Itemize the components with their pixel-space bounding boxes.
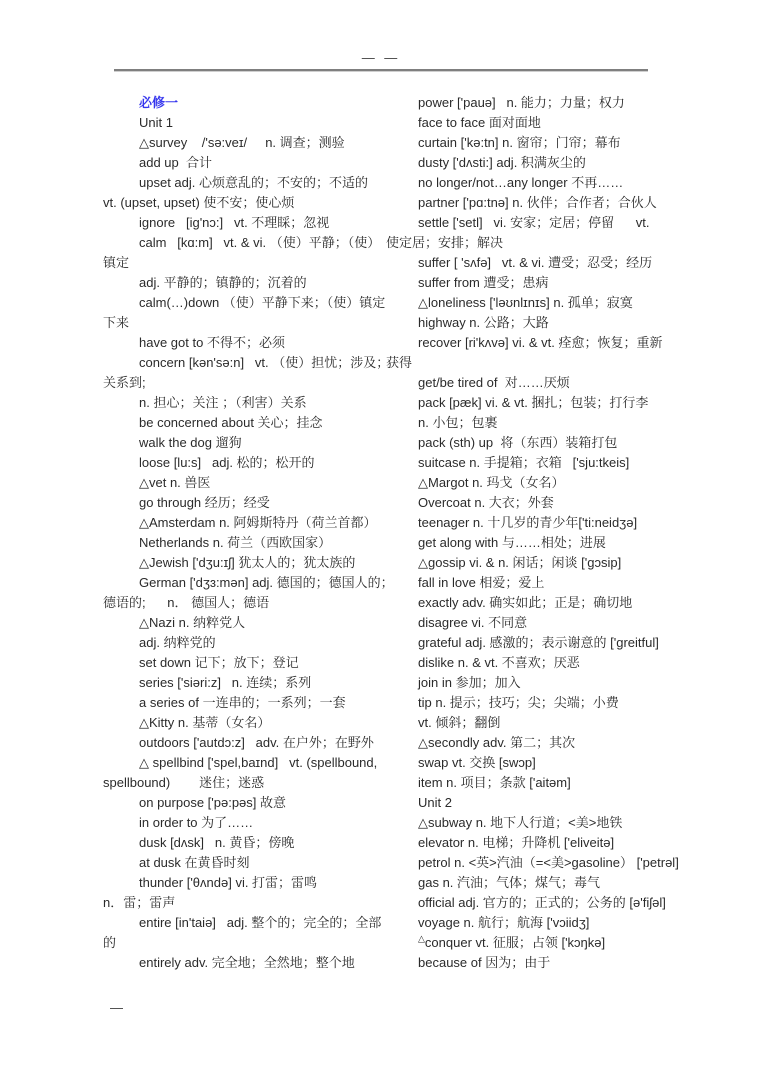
- vocab-line: △conquer vt. 征服；占领 ['kɔŋkə]: [418, 933, 606, 950]
- vocab-line: △Kitty n. 基蒂（女名）: [139, 715, 271, 730]
- vocab-line: swap vt. 交换 [swɔp]: [418, 755, 536, 770]
- vocab-line: series ['siəri:z] n. 连续；系列: [139, 675, 312, 690]
- vocab-line: at dusk 在黄昏时刻: [139, 855, 250, 870]
- vocab-line: calm(…)down （使）平静下来；（使）镇定: [139, 295, 386, 310]
- vocab-line: grateful adj. 感激的；表示谢意的 ['greitful]: [418, 635, 659, 650]
- vocab-line: ignore [ig'nɔ:] vt. 不理睬；忽视: [139, 215, 330, 230]
- vocab-line: adj. 纳粹党的: [139, 635, 216, 650]
- page-header-mark: — —: [361, 50, 401, 65]
- vocab-line: upset adj. 心烦意乱的；不安的；不适的: [139, 175, 368, 190]
- vocab-line: on purpose ['pə:pəs] 故意: [139, 795, 287, 810]
- vocab-line: pack [pæk] vi. & vt. 捆扎；包装；打行李: [418, 395, 649, 410]
- vocab-line: n. 担心；关注 ；（利害）关系: [139, 395, 307, 410]
- vocab-line: be concerned about 关心；挂念: [139, 415, 323, 430]
- vocab-line: no longer/not…any longer 不再……: [418, 175, 624, 190]
- vocab-line: because of 因为；由于: [418, 955, 551, 970]
- vocab-line: join in 参加；加入: [418, 675, 521, 690]
- vocab-line: dislike n. & vt. 不喜欢；厌恶: [418, 655, 580, 670]
- vocab-line: go through 经历；经受: [139, 495, 270, 510]
- triangle-marker-icon: △: [418, 933, 425, 944]
- vocab-line: loose [lu:s] adj. 松的；松开的: [139, 455, 315, 470]
- vocab-line: thunder ['θʌndə] vi. 打雷；雷鸣: [139, 875, 318, 890]
- vocab-line: entirely adv. 完全地；全然地；整个地: [139, 955, 355, 970]
- vocab-line: 获得: [386, 355, 413, 370]
- vocab-line: power ['pauə] n. 能力；力量；权力: [418, 95, 625, 110]
- vocab-line: suffer [ 'sʌfə] vt. & vi. 遭受；忍受；经历: [418, 255, 653, 270]
- vocab-line: settle ['setl] vi. 安家；定居；停留 vt.: [418, 215, 650, 230]
- vocab-line: teenager n. 十几岁的青少年['ti:neidʒə]: [418, 515, 638, 530]
- vocab-line: calm [kɑ:m] vt. & vi. （使）平静；（使）: [139, 235, 381, 250]
- vocab-line: 德语的; n． 德国人；德语: [103, 595, 270, 610]
- vocab-line: spellbound) 迷住；迷惑: [103, 775, 265, 790]
- vocab-line: elevator n. 电梯；升降机 ['eliveitə]: [418, 835, 615, 850]
- vocab-line: gas n. 汽油；气体；煤气；毒气: [418, 875, 601, 890]
- vocab-line: n. 小包；包裹: [418, 415, 498, 430]
- vocab-line: official adj. 官方的；正式的；公务的 [ə'fiʃəl]: [418, 895, 666, 910]
- vocab-line: in order to 为了……: [139, 815, 254, 830]
- left-column: [103, 93, 394, 973]
- vocab-line: △Jewish ['dʒu:ɪʃ] 犹太人的；犹太族的: [139, 555, 356, 570]
- page-footer-mark: —: [110, 1000, 123, 1015]
- vocab-line: add up 合计: [139, 155, 212, 170]
- vocab-line: have got to 不得不；必须: [139, 335, 285, 350]
- vocab-line: fall in love 相爱；爱上: [418, 575, 545, 590]
- vocab-line: get along with 与……相处；进展: [418, 535, 606, 550]
- vocab-line: face to face 面对面地: [418, 115, 541, 130]
- vocab-line: suffer from 遭受；患病: [418, 275, 549, 290]
- vocab-line: vt. (upset, upset) 使不安；使心烦: [103, 195, 295, 210]
- vocab-line: vt. 倾斜；翻倒: [418, 715, 501, 730]
- vocab-line: Unit 2: [418, 795, 452, 810]
- vocab-line: dusty ['dʌsti:] adj. 积满灰尘的: [418, 155, 586, 170]
- vocab-line: recover [ri'kʌvə] vi. & vt. 痊愈；恢复；重新: [418, 335, 663, 350]
- vocab-line: △loneliness ['ləʊnlɪnɪs] n. 孤单；寂寞: [418, 295, 633, 310]
- vocab-line: voyage n. 航行；航海 ['vɔiidʒ]: [418, 915, 590, 930]
- vocab-line: n．雷；雷声: [103, 895, 176, 910]
- vocab-line: tip n. 提示；技巧；尖；尖端；小费: [418, 695, 619, 710]
- vocab-line: entire [in'taiə] adj. 整个的；完全的；全部: [139, 915, 382, 930]
- vocab-line: petrol n. <英>汽油（=<美>gasoline） ['petrəl]: [418, 855, 679, 870]
- vocab-line: get/be tired of 对……厌烦: [418, 375, 570, 390]
- vocab-line: Netherlands n. 荷兰（西欧国家）: [139, 535, 332, 550]
- vocab-line: △Amsterdam n. 阿姆斯特丹（荷兰首都）: [139, 515, 377, 530]
- header-rule: [114, 69, 648, 72]
- vocab-line: Overcoat n. 大衣；外套: [418, 495, 554, 510]
- vocab-line: walk the dog 遛狗: [139, 435, 242, 450]
- vocab-line: concern [kən'sə:n] vt. （使）担忧；涉及；: [139, 355, 390, 370]
- vocab-line: Unit 1: [139, 115, 173, 130]
- vocab-line: △vet n. 兽医: [139, 475, 211, 490]
- vocab-line: suitcase n. 手提箱；衣箱 ['sju:tkeis]: [418, 455, 630, 470]
- vocab-line: adj. 平静的；镇静的；沉着的: [139, 275, 307, 290]
- vocab-line: 镇定: [103, 255, 130, 270]
- vocab-line: △secondly adv. 第二；其次: [418, 735, 576, 750]
- book-title: 必修一: [139, 95, 179, 110]
- vocab-line: △ spellbind ['spel,baɪnd] vt. (spellbound,: [139, 755, 378, 770]
- vocab-line: highway n. 公路；大路: [418, 315, 549, 330]
- vocab-line: 使定居；安排；解决: [386, 235, 504, 250]
- vocab-line: △gossip vi. & n. 闲话；闲谈 ['gɔsip]: [418, 555, 622, 570]
- vocab-line: exactly adv. 确实如此；正是；确切地: [418, 595, 633, 610]
- vocab-line: a series of 一连串的；一系列；一套: [139, 695, 346, 710]
- vocab-line: △subway n. 地下人行道；<美>地铁: [418, 815, 623, 830]
- vocab-line: 的: [103, 935, 117, 950]
- vocab-line: outdoors ['autdɔ:z] adv. 在户外；在野外: [139, 735, 374, 750]
- right-column: [386, 93, 679, 973]
- vocab-line: pack (sth) up 将（东西）装箱打包: [418, 435, 618, 450]
- vocab-line: △Margot n. 玛戈（女名）: [418, 475, 565, 490]
- vocab-line: △Nazi n. 纳粹党人: [139, 615, 246, 630]
- vocab-line: partner ['pɑ:tnə] n. 伙伴；合作者；合伙人: [418, 195, 657, 210]
- vocab-line: 下来: [103, 315, 130, 330]
- vocab-line: German ['dʒɜ:mən] adj. 德国的；德国人的；: [139, 575, 394, 590]
- vocab-line: curtain ['kə:tn] n. 窗帘；门帘；幕布: [418, 135, 621, 150]
- vocab-line: △survey /'sə:veɪ/ n. 调查；测验: [139, 135, 345, 150]
- vocab-line: disagree vi. 不同意: [418, 615, 528, 630]
- vocab-line: 关系到;: [103, 375, 146, 390]
- vocab-line: dusk [dʌsk] n. 黄昏；傍晚: [139, 835, 295, 850]
- vocab-line: set down 记下；放下；登记: [139, 655, 299, 670]
- vocab-line: item n. 项目；条款 ['aitəm]: [418, 775, 571, 790]
